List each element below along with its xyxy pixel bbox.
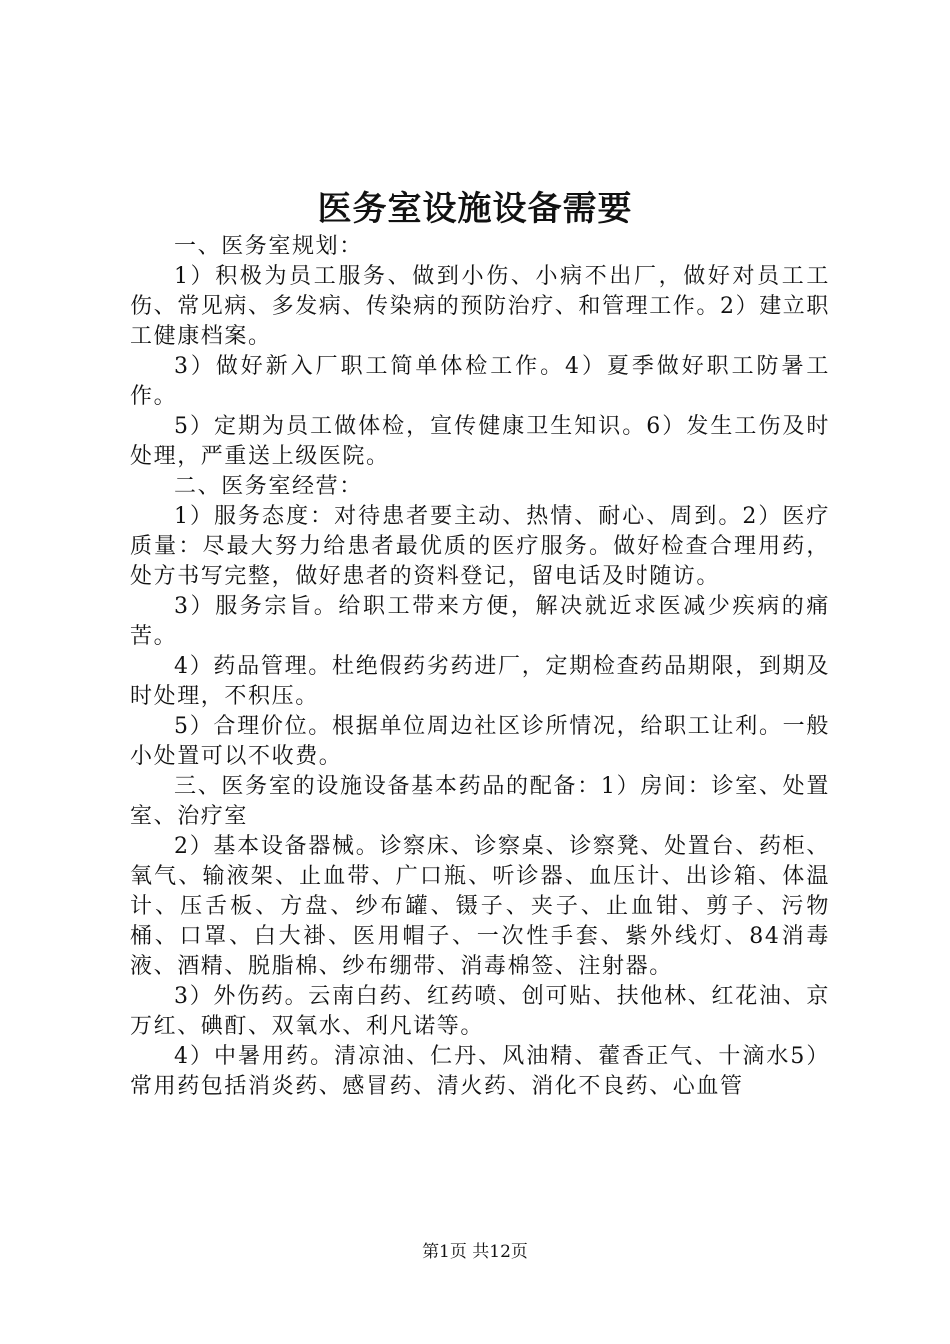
page-number-footer: 第1页 共12页	[422, 1242, 528, 1262]
paragraph-operation-3: 4）药品管理。杜绝假药劣药进厂，定期检查药品期限，到期及时处理，不积压。	[130, 654, 830, 709]
paragraph-planning-2: 3）做好新入厂职工简单体检工作。4）夏季做好职工防暑工作。	[130, 354, 830, 409]
paragraph-trauma-drugs: 3）外伤药。云南白药、红药喷、创可贴、扶他林、红花油、京万红、碘酊、双氧水、利凡诺等。	[130, 984, 830, 1039]
section-heading-operation: 二、医务室经营：	[174, 474, 363, 499]
paragraph-planning-3: 5）定期为员工做体检，宣传健康卫生知识。6）发生工伤及时处理，严重送上级医院。	[130, 414, 830, 469]
paragraph-operation-1: 1）服务态度：对待患者要主动、热情、耐心、周到。2）医疗质量：尽最大努力给患者最优质的医疗服务。做好检查合理用药，处方书写完整，做好患者的资料登记，留电话及时随访。	[130, 504, 830, 589]
paragraph-operation-4: 5）合理价位。根据单位周边社区诊所情况，给职工让利。一般小处置可以不收费。	[130, 714, 830, 769]
section-heading-facilities: 三、医务室的设施设备基本药品的配备：1）房间：诊室、处置室、治疗室	[130, 774, 830, 829]
section-heading-planning: 一、医务室规划：	[174, 234, 363, 259]
paragraph-heatstroke-drugs: 4）中暑用药。清凉油、仁丹、风油精、藿香正气、十滴水5）常用药包括消炎药、感冒药、清火药、消化不良药、心血管	[130, 1044, 830, 1099]
paragraph-operation-2: 3）服务宗旨。给职工带来方便，解决就近求医减少疾病的痛苦。	[130, 594, 830, 649]
document-body	[130, 232, 830, 1102]
paragraph-equipment: 2）基本设备器械。诊察床、诊察桌、诊察凳、处置台、药柜、氧气、输液架、止血带、广口瓶、听诊器、血压计、出诊箱、体温计、压舌板、方盘、纱布罐、镊子、夹子、止血钳、剪子、污物桶、口罩、白大褂、医用帽子、一次性手套、紫外线灯、84消毒液、酒精、脱脂棉、纱布绷带、消毒棉签、注射器。	[130, 834, 830, 979]
document-title: 医务室设施设备需要	[317, 189, 633, 229]
paragraph-planning-1: 1）积极为员工服务、做到小伤、小病不出厂，做好对员工工伤、常见病、多发病、传染病的预防治疗、和管理工作。2）建立职工健康档案。	[130, 264, 830, 349]
